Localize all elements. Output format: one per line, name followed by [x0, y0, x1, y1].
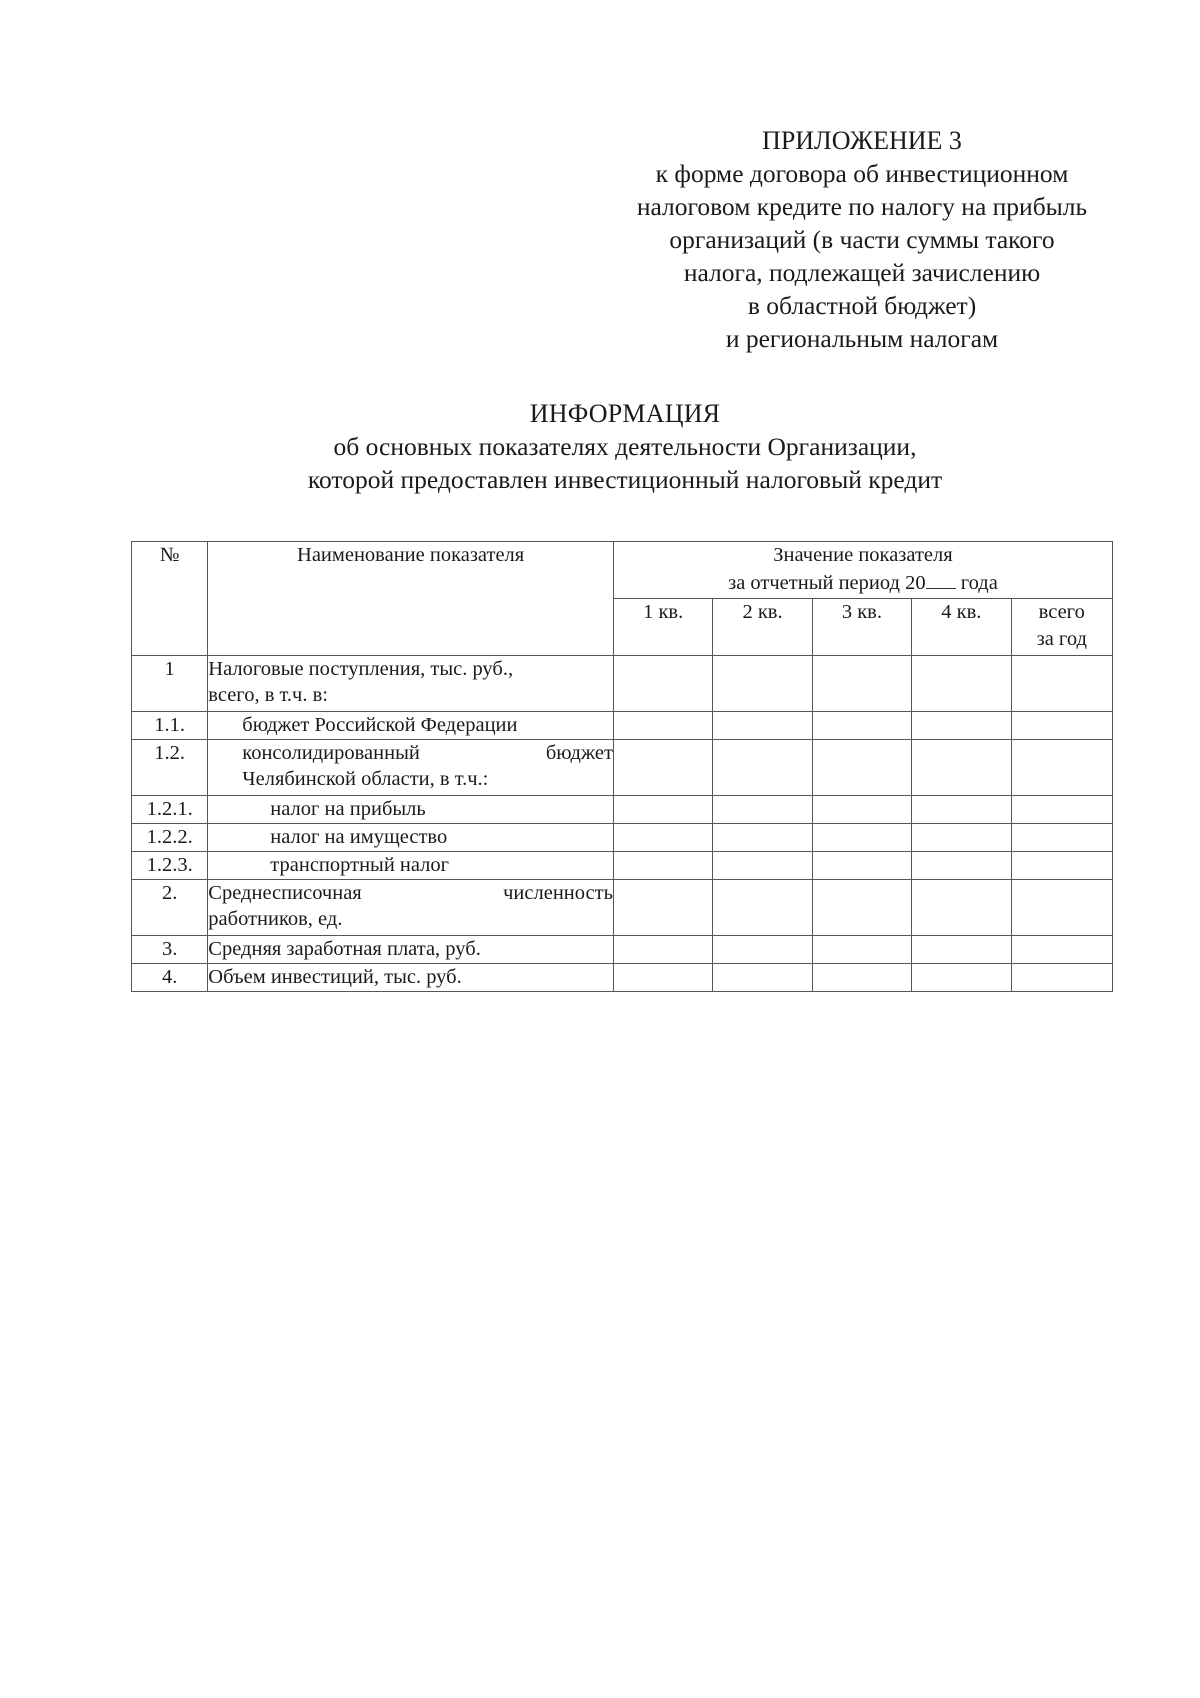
value-cell: [912, 796, 1011, 824]
value-cell: [1011, 880, 1113, 936]
value-cell: [613, 880, 712, 936]
value-cell: [613, 656, 712, 712]
value-cell: [613, 824, 712, 852]
row-name: налог на имущество: [208, 824, 614, 852]
value-cell: [812, 796, 911, 824]
value-cell: [613, 712, 712, 740]
value-cell: [713, 656, 812, 712]
value-cell: [613, 796, 712, 824]
table-row: [132, 740, 1113, 796]
table-row: [132, 852, 1113, 880]
header-name: Наименование показателя: [208, 542, 614, 656]
value-cell: [713, 740, 812, 796]
table-row: [132, 712, 1113, 740]
appendix-title: ПРИЛОЖЕНИЕ 3: [762, 126, 962, 155]
value-cell: [1011, 936, 1113, 964]
value-cell: [912, 740, 1011, 796]
value-cell: [1011, 712, 1113, 740]
row-name-text: консолидированный: [242, 742, 420, 764]
row-number: 3.: [132, 936, 208, 964]
value-cell: [1011, 796, 1113, 824]
value-cell: [812, 824, 911, 852]
row-number: 4.: [132, 964, 208, 992]
value-cell: [713, 712, 812, 740]
appendix-line: налога, подлежащей зачислению: [683, 258, 1041, 287]
table-row: [132, 880, 1113, 936]
header-q4: 4 кв.: [912, 599, 1011, 656]
appendix-line: в областной бюджет): [747, 291, 977, 320]
value-cell: [713, 852, 812, 880]
value-cell: [912, 964, 1011, 992]
row-number: 1: [132, 656, 208, 712]
appendix-line: и региональным налогам: [725, 324, 999, 353]
value-cell: [1011, 740, 1113, 796]
value-cell: [812, 656, 911, 712]
row-name: бюджет Российской Федерации: [208, 712, 614, 740]
value-cell: [812, 964, 911, 992]
value-cell: [713, 796, 812, 824]
row-number: 1.2.3.: [132, 852, 208, 880]
row-number: 1.2.: [132, 740, 208, 796]
value-cell: [1011, 852, 1113, 880]
row-number: 1.2.1.: [132, 796, 208, 824]
header-q3: 3 кв.: [812, 599, 911, 656]
value-cell: [1011, 964, 1113, 992]
appendix-block: [560, 124, 1164, 355]
value-cell: [812, 936, 911, 964]
value-cell: [812, 740, 911, 796]
appendix-line: налоговом кредите по налогу на прибыль: [636, 192, 1088, 221]
value-cell: [713, 936, 812, 964]
value-cell: [912, 656, 1011, 712]
value-cell: [713, 824, 812, 852]
row-name-line: [208, 656, 613, 682]
value-cell: [812, 880, 911, 936]
row-number: 1.2.2.: [132, 824, 208, 852]
header-q1: 1 кв.: [613, 599, 712, 656]
header-period-suffix: года: [960, 572, 998, 594]
row-name-text: Среднесписочная: [208, 882, 362, 904]
header-year-line2: за год: [1036, 628, 1087, 650]
row-name-line: [208, 880, 613, 906]
value-cell: [613, 964, 712, 992]
value-cell: [812, 712, 911, 740]
document-heading: [130, 397, 1120, 496]
document-title: ИНФОРМАЦИЯ: [529, 399, 721, 428]
header-num: №: [132, 542, 208, 656]
appendix-line: организаций (в части суммы такого: [669, 225, 1055, 254]
table-row: [132, 936, 1113, 964]
value-cell: [912, 824, 1011, 852]
row-name-line: работников, ед.: [208, 908, 343, 930]
row-name-text: Налоговые поступления, тыс. руб.,: [208, 658, 514, 680]
header-year: [1011, 599, 1113, 656]
row-name-line: Челябинской области, в т.ч.:: [242, 768, 489, 790]
document-subtitle-line: об основных показателях деятельности Организации,: [333, 432, 917, 461]
row-name: [208, 880, 614, 936]
appendix-line: к форме договора об инвестиционном: [655, 159, 1069, 188]
header-period-prefix: за отчетный период 20: [728, 572, 926, 594]
document-subtitle-line: которой предоставлен инвестиционный налоговый кредит: [307, 465, 943, 494]
value-cell: [613, 936, 712, 964]
header-value-line1: Значение показателя: [773, 544, 953, 566]
row-number: 1.1.: [132, 712, 208, 740]
value-cell: [912, 852, 1011, 880]
table-row: [132, 964, 1113, 992]
year-blank: [926, 568, 956, 589]
value-cell: [1011, 656, 1113, 712]
row-name-line: [242, 740, 613, 766]
row-name: Средняя заработная плата, руб.: [208, 936, 614, 964]
table-row: [132, 656, 1113, 712]
value-cell: [912, 936, 1011, 964]
indicators-table: [131, 541, 1113, 992]
row-name-line: всего, в т.ч. в:: [208, 684, 328, 706]
value-cell: [1011, 824, 1113, 852]
row-number: 2.: [132, 880, 208, 936]
header-value-line2: [614, 568, 1112, 596]
value-cell: [613, 740, 712, 796]
header-year-line1: всего: [1038, 601, 1085, 623]
table-header-row: [132, 542, 1113, 599]
row-name: налог на прибыль: [208, 796, 614, 824]
row-name-text: численность: [503, 882, 613, 904]
value-cell: [912, 880, 1011, 936]
row-name: транспортный налог: [208, 852, 614, 880]
value-cell: [613, 852, 712, 880]
row-name: [208, 656, 614, 712]
value-cell: [812, 852, 911, 880]
row-name: Объем инвестиций, тыс. руб.: [208, 964, 614, 992]
table-row: [132, 824, 1113, 852]
header-value: [613, 542, 1112, 599]
value-cell: [912, 712, 1011, 740]
row-name: [208, 740, 614, 796]
row-name-text: бюджет: [545, 742, 613, 764]
value-cell: [713, 964, 812, 992]
header-q2: 2 кв.: [713, 599, 812, 656]
table-row: [132, 796, 1113, 824]
value-cell: [713, 880, 812, 936]
